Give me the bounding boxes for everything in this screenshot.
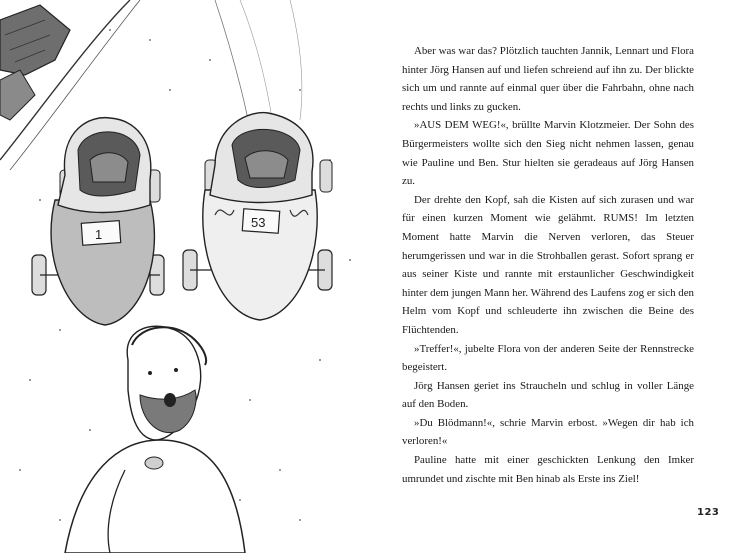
paragraph-6: »Du Blödmann!«, schrie Marvin erbost. »Wegen dir hab ich verloren!« [402,416,694,448]
text-column [402,42,694,488]
paragraph-3: Der drehte den Kopf, sah die Kisten auf sich zurasen und war für einen kurzen Moment wie gelähmt. RUMS! Im letzten Moment hatte Marvin die Nerven verloren, das Steuer herumgerissen und war in die Strohballen gerast. Sofort sprang er aus seiner Kiste und rannte mit erstaunlicher Geschwindigkeit hinter dem jungen Mann her. Während des Laufens zog er sich den Helm vom Kopf und schleuderte ihn zwischen die Beine des Flüchtenden. [402,193,694,336]
paragraph-4: »Treffer!«, jubelte Flora von der anderen Seite der Rennstrecke begeistert. [402,342,694,374]
page-number: 123 [697,507,720,518]
paragraph-2: »AUS DEM WEG!«, brüllte Marvin Klotzmeier. Der Sohn des Bürgermeisters wollte sich den Sieg nicht nehmen lassen, genau wie Pauline und Ben. Stur hielten sie geradeaus auf Jörg Hansen zu. [402,119,694,188]
hay-bales [0,5,70,120]
soapbox-car-left [32,118,164,325]
paragraph-5: Jörg Hansen geriet ins Straucheln und schlug in voller Länge auf den Boden. [402,379,694,411]
paragraph-7: Pauline hatte mit einer geschickten Lenkung den Imker umrundet und zischte mit Ben hinab als Erste ins Ziel! [402,454,694,485]
bearded-man [65,326,245,553]
paragraph-1: Aber was war das? Plötzlich tauchten Jannik, Lennart und Flora hinter Jörg Hansen auf und liefen schreiend auf ihn zu. Der blickte sich um und rannte auf einmal quer über die Fahrbahn, ohne nach rechts und links zu gucken. [402,45,694,113]
car-left-number: 1 [95,227,103,242]
car-right-number: 53 [251,215,266,230]
soapbox-race-illustration [0,0,368,553]
soapbox-car-right [183,113,332,320]
